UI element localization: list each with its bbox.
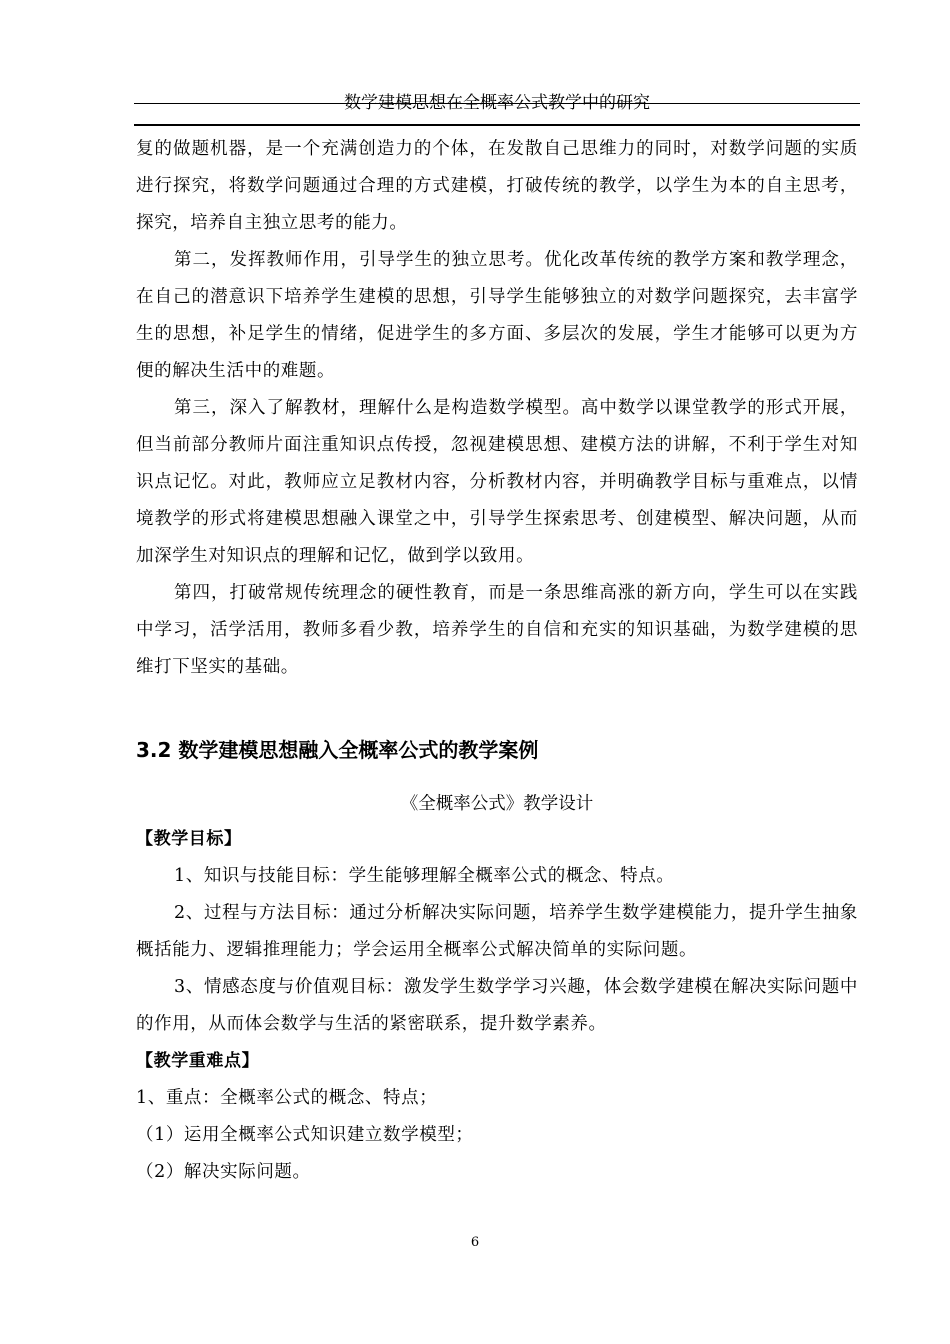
section-heading: 3.2 数学建模思想融入全概率公式的教学案例 xyxy=(136,738,539,762)
teaching-goals xyxy=(136,821,858,1191)
key-points-heading: 【教学重难点】 xyxy=(136,1051,260,1071)
goal-1: 1、知识与技能目标：学生能够理解全概率公式的概念、特点。 xyxy=(174,866,675,886)
goal-2: 2、过程与方法目标：通过分析解决实际问题，培养学生数学建模能力，提升学生抽象概括能力、逻辑推理能力；学会运用全概率公式解决简单的实际问题。 xyxy=(136,903,858,960)
page-number: 6 xyxy=(470,1235,480,1250)
teaching-design-title: 《全概率公式》教学设计 xyxy=(400,794,594,814)
goals-heading: 【教学目标】 xyxy=(136,829,242,849)
running-header: 数学建模思想在全概率公式教学中的研究 xyxy=(344,93,650,113)
paragraph-4: 第四，打破常规传统理念的硬性教育，而是一条思维高涨的新方向，学生可以在实践中学习，活学活用，教师多看少教，培养学生的自信和充实的知识基础，为数学建模的思维打下坚实的基础。 xyxy=(136,583,858,677)
header-rule-bottom xyxy=(134,124,860,126)
body-text xyxy=(136,131,858,686)
paragraph-3: 第三，深入了解教材，理解什么是构造数学模型。高中数学以课堂教学的形式开展，但当前部分教师片面注重知识点传授，忽视建模思想、建模方法的讲解，不利于学生对知识点记忆。对此，教师应立足教材内容，分析教材内容，并明确教学目标与重难点，以情境教学的形式将建模思想融入课堂之中，引导学生探索思考、创建模型、解决问题，从而加深学生对知识点的理解和记忆，做到学以致用。 xyxy=(136,398,858,566)
goal-3: 3、情感态度与价值观目标：激发学生数学学习兴趣，体会数学建模在解决实际问题中的作用，从而体会数学与生活的紧密联系，提升数学素养。 xyxy=(136,977,858,1034)
paragraph-1: 复的做题机器，是一个充满创造力的个体，在发散自己思维力的同时，对数学问题的实质进行探究，将数学问题通过合理的方式建模，打破传统的教学，以学生为本的自主思考，探究，培养自主独立思考的能力。 xyxy=(136,139,858,233)
paragraph-2: 第二，发挥教师作用，引导学生的独立思考。优化改革传统的教学方案和教学理念，在自己的潜意识下培养学生建模的思想，引导学生能够独立的对数学问题探究，去丰富学生的思想，补足学生的情绪，促进学生的多方面、多层次的发展，学生才能够可以更为方便的解决生活中的难题。 xyxy=(136,250,858,381)
key-point-1a: （1）运用全概率公式知识建立数学模型； xyxy=(136,1125,474,1145)
key-point-1b: （2）解决实际问题。 xyxy=(136,1162,311,1182)
key-point-1: 1、重点：全概率公式的概念、特点； xyxy=(136,1088,438,1108)
